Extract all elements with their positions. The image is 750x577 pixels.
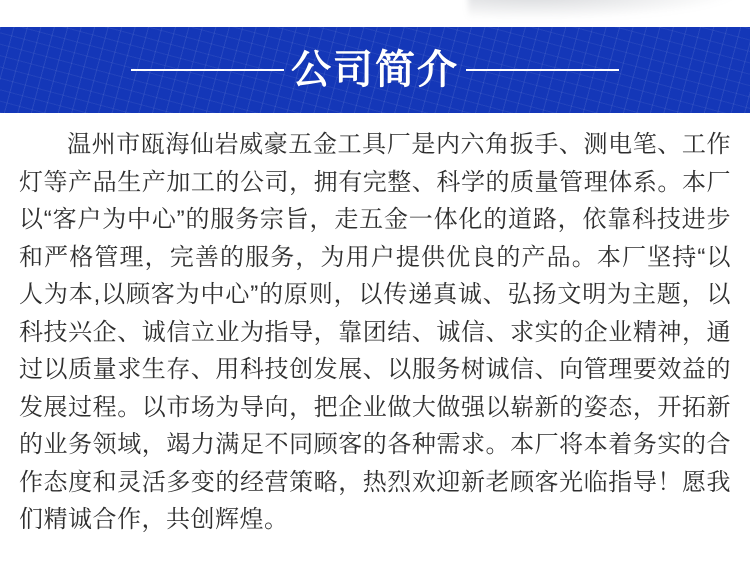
section-header-inner (131, 50, 619, 90)
company-intro-paragraph: 温州市瓯海仙岩威豪五金工具厂是内六角扳手、测电笔、工作灯等产品生产加工的公司，拥有完整、科学的质量管理体系。本厂以“客户为中心”的服务宗旨，走五金一体化的道路，依靠科技进步和严格管理，完善的服务，为用户提供优良的产品。本厂坚持“以人为本,以顾客为中心”的原则，以传递真诚、弘扬文明为主题，以科技兴企、诚信立业为指导，靠团结、诚信、求实的企业精神，通过以质量求生存、用科技创发展、以服务树诚信、向管理要效益的发展过程。以市场为导向，把企业做大做强以崭新的姿态，开拓新的业务领域，竭力满足不同顾客的各种需求。本厂将本着务实的合作态度和灵活多变的经营策略，热烈欢迎新老顾客光临指导！愿我们精诚合作，共创辉煌。 (19, 131, 731, 533)
top-edge-photo-shadow (468, 0, 750, 22)
company-intro-content (0, 113, 750, 539)
section-header-banner (0, 27, 750, 113)
title-decor-line-left (131, 69, 284, 71)
title-decor-line-right (466, 69, 619, 71)
section-title: 公司简介 (291, 48, 459, 92)
